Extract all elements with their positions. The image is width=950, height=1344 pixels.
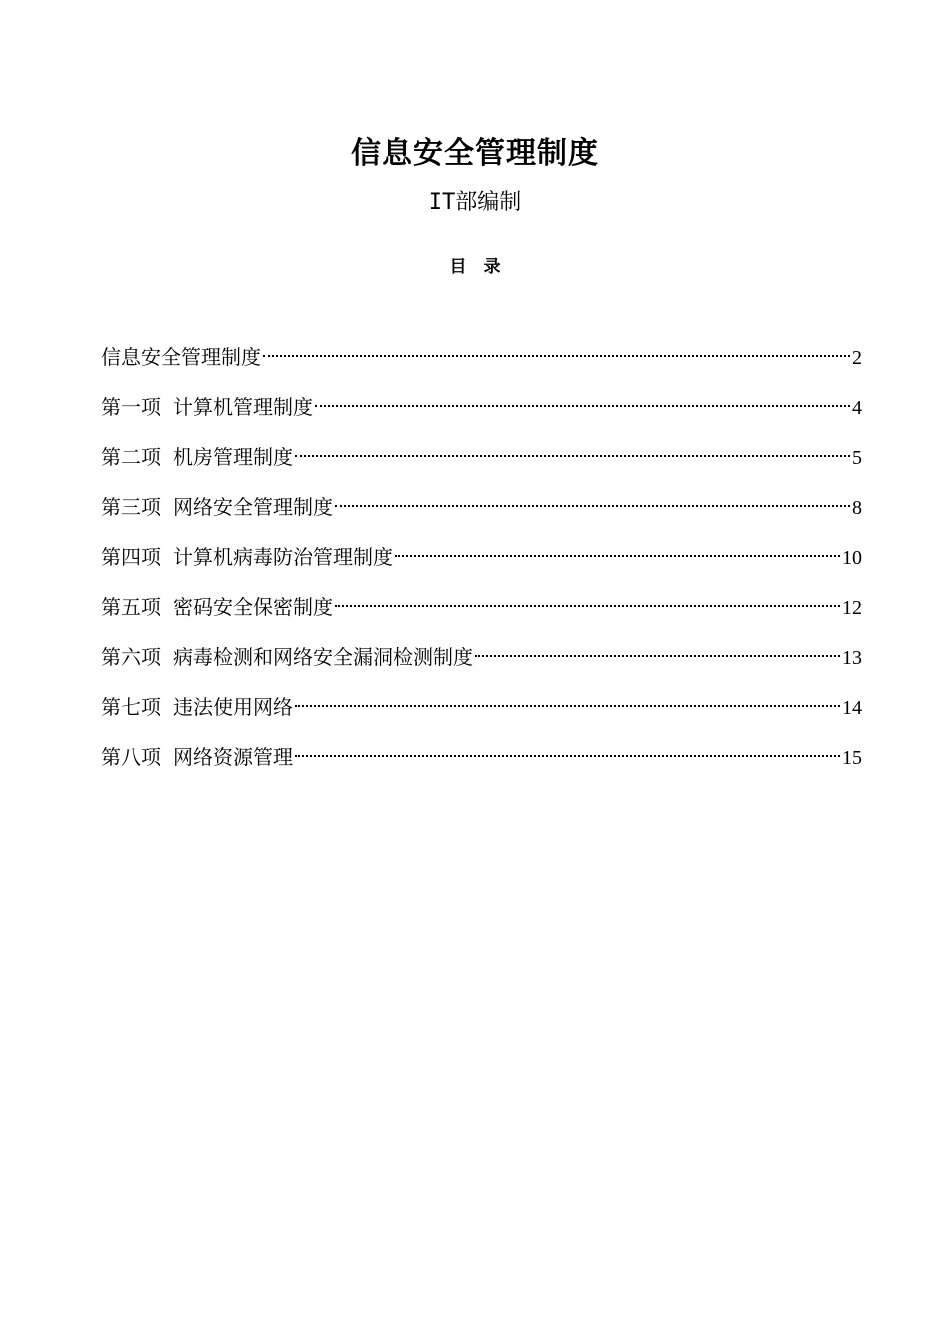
toc-entry-page: 15 (842, 747, 862, 769)
toc-entry[interactable] (101, 734, 862, 784)
toc-entry-page: 12 (842, 597, 862, 619)
toc-entry[interactable] (101, 334, 862, 384)
toc-entry-number: 第一项 (101, 395, 161, 419)
document-subtitle: IT部编制 (428, 190, 522, 215)
toc-entry-number: 第七项 (101, 695, 161, 719)
toc-entry-title: 信息安全管理制度 (101, 345, 261, 369)
toc-entry-title: 密码安全保密制度 (173, 595, 333, 619)
toc-entry-page: 8 (852, 497, 862, 519)
toc-entry[interactable] (101, 434, 862, 484)
toc-entry-number: 第五项 (101, 595, 161, 619)
toc-dot-leader (315, 384, 850, 414)
toc-entry-page: 4 (852, 397, 862, 419)
toc-entry-number: 第四项 (101, 545, 161, 569)
toc-dot-leader (335, 584, 840, 614)
toc-entry-number: 第三项 (101, 495, 161, 519)
toc-dot-leader (295, 734, 840, 764)
document-title: 信息安全管理制度 (351, 136, 599, 171)
table-of-contents (101, 334, 862, 784)
toc-heading: 目 录 (449, 257, 501, 277)
toc-dot-leader (263, 334, 850, 364)
toc-entry-title: 机房管理制度 (173, 445, 293, 469)
toc-entry-title: 网络资源管理 (173, 745, 293, 769)
toc-dot-leader (295, 684, 840, 714)
toc-entry-page: 13 (842, 647, 862, 669)
toc-entry-title: 计算机管理制度 (173, 395, 313, 419)
toc-dot-leader (295, 434, 850, 464)
toc-entry-title: 病毒检测和网络安全漏洞检测制度 (173, 645, 473, 669)
toc-entry-title: 违法使用网络 (173, 695, 293, 719)
toc-entry[interactable] (101, 484, 862, 534)
toc-dot-leader (475, 634, 840, 664)
toc-entry[interactable] (101, 534, 862, 584)
toc-entry[interactable] (101, 384, 862, 434)
toc-entry[interactable] (101, 684, 862, 734)
toc-entry-page: 10 (842, 547, 862, 569)
toc-entry[interactable] (101, 634, 862, 684)
toc-dot-leader (395, 534, 840, 564)
toc-entry-number: 第二项 (101, 445, 161, 469)
toc-entry[interactable] (101, 584, 862, 634)
toc-entry-number: 第六项 (101, 645, 161, 669)
toc-dot-leader (335, 484, 850, 514)
toc-entry-number: 第八项 (101, 745, 161, 769)
toc-entry-title: 网络安全管理制度 (173, 495, 333, 519)
toc-entry-page: 5 (852, 447, 862, 469)
toc-entry-page: 14 (842, 697, 862, 719)
toc-entry-title: 计算机病毒防治管理制度 (173, 545, 393, 569)
toc-entry-page: 2 (852, 347, 862, 369)
